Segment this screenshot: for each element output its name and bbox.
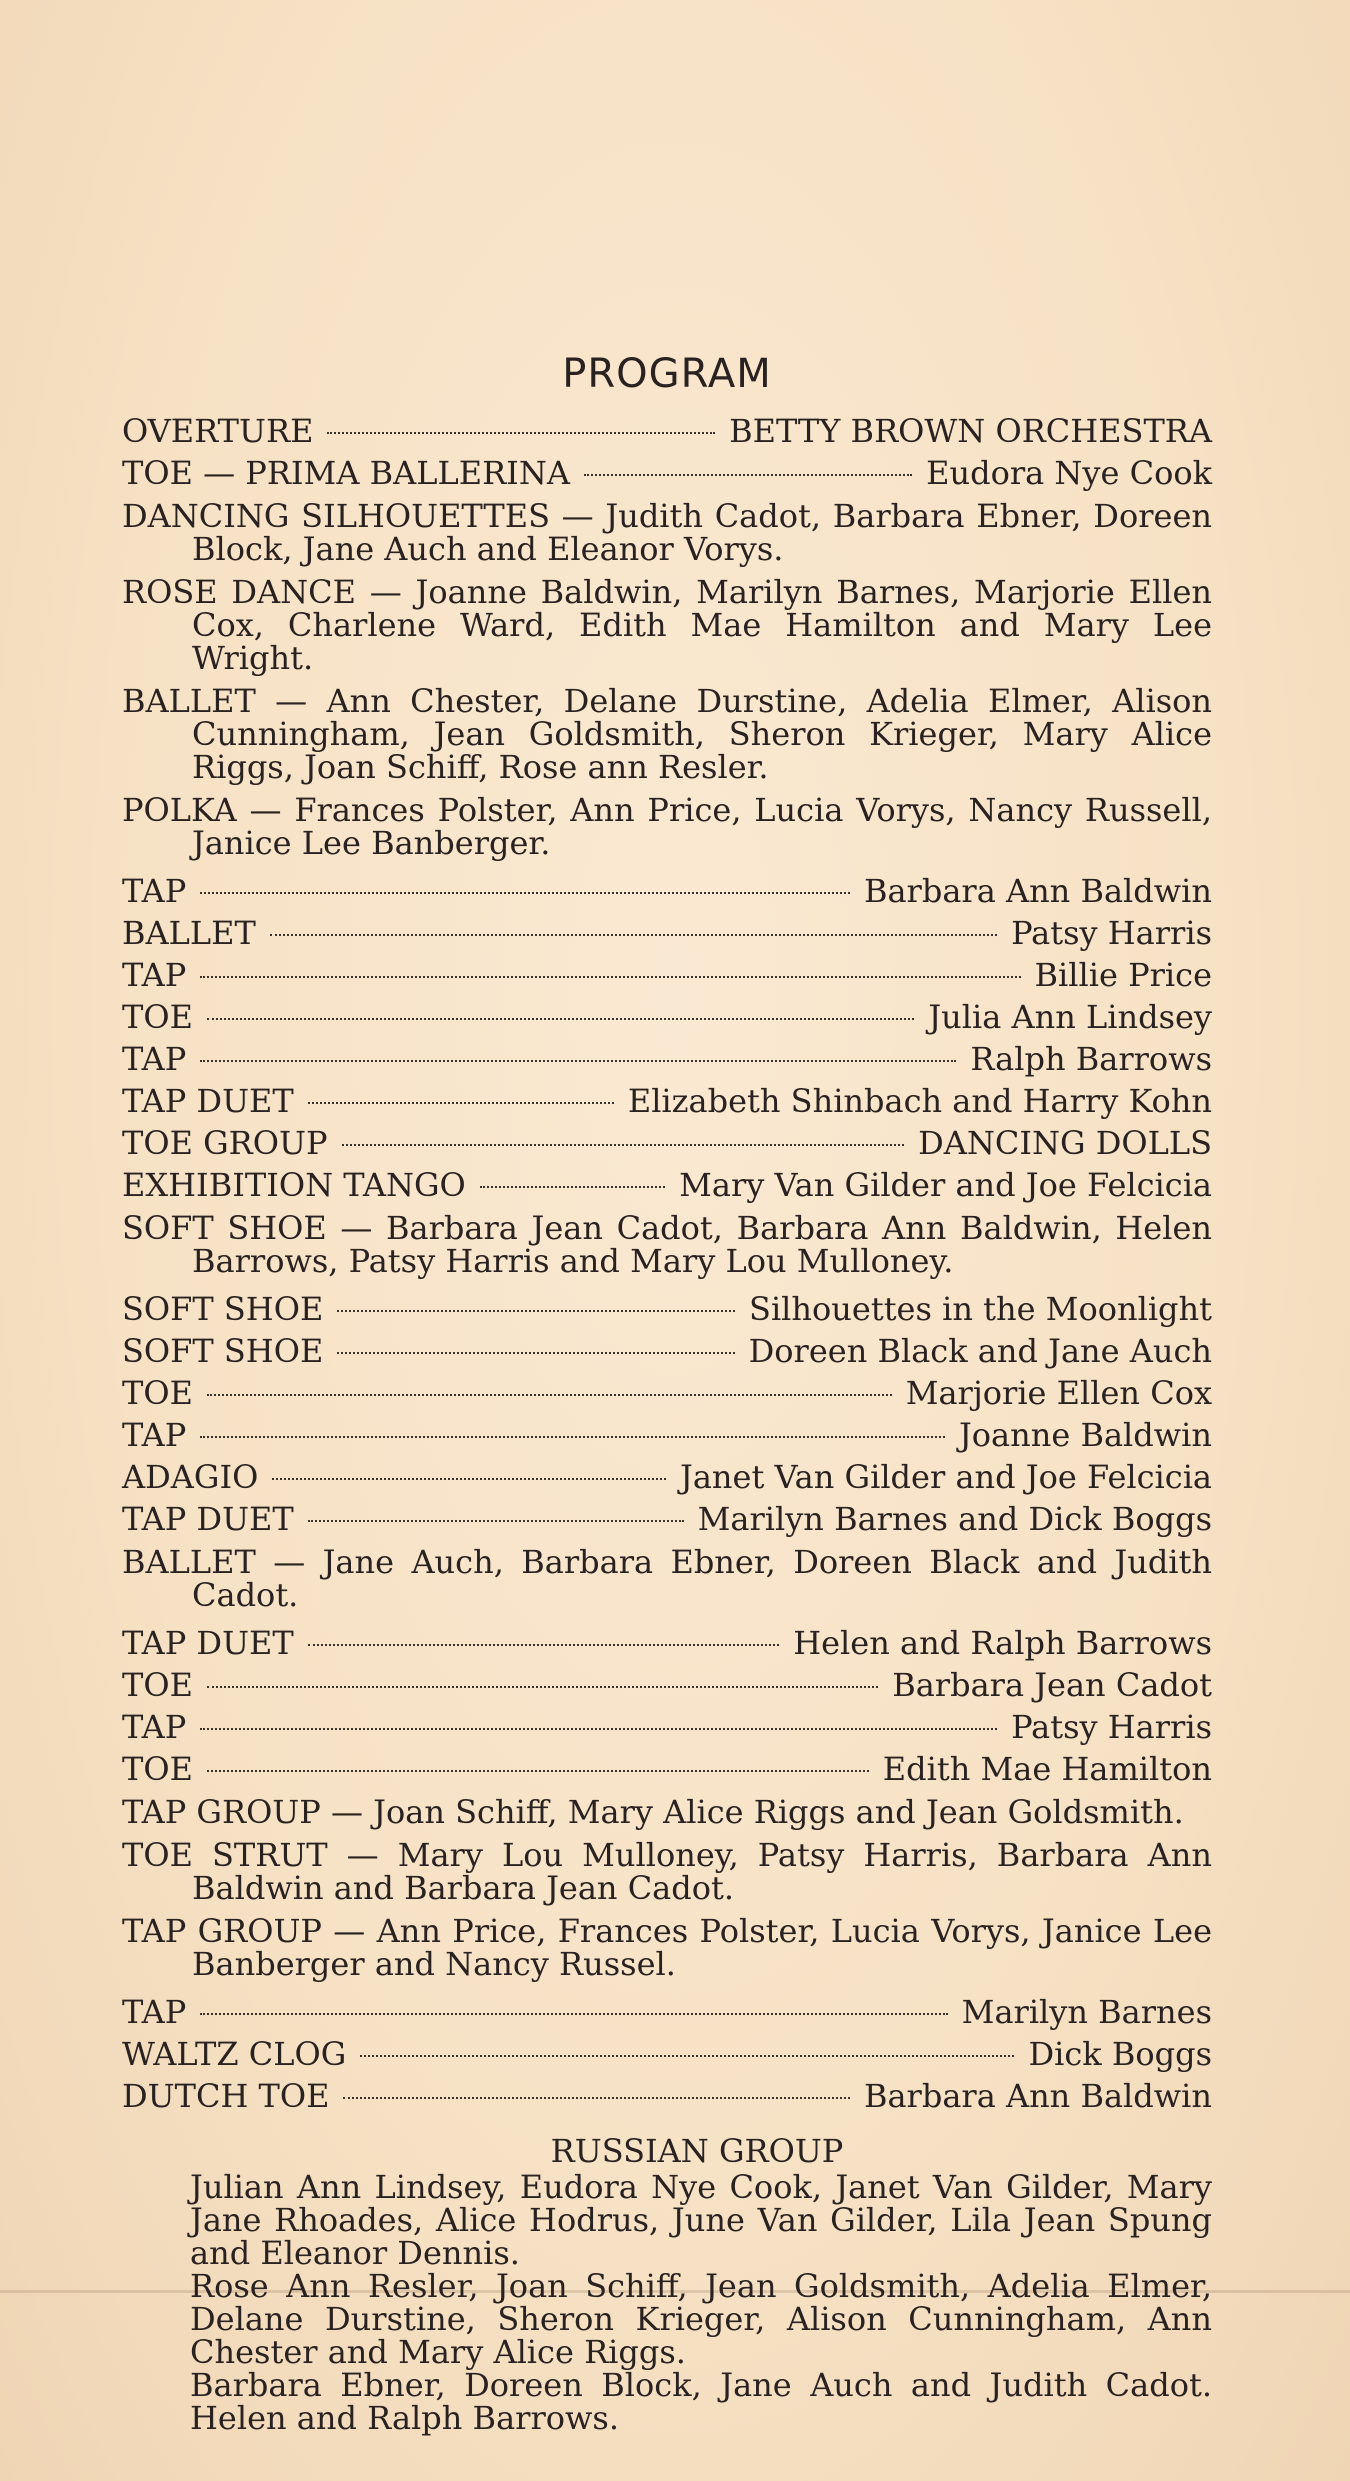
- dot-leader: [342, 1144, 905, 1146]
- act-name: TOE — PRIMA BALLERINA: [122, 454, 570, 492]
- performer-name: Marilyn Barnes and Dick Boggs: [697, 1500, 1212, 1538]
- performer-name: Helen and Ralph Barrows: [793, 1624, 1212, 1662]
- program-row: [122, 912, 1212, 954]
- program-row: [122, 1330, 1212, 1372]
- performer-name: Barbara Ann Baldwin: [863, 2077, 1212, 2115]
- dot-leader: [200, 1436, 945, 1438]
- act-name: TAP: [122, 1993, 187, 2031]
- act-name: WALTZ CLOG: [122, 2035, 347, 2073]
- performer-name: Barbara Ann Baldwin: [863, 872, 1212, 910]
- program-entries: [122, 410, 1212, 2117]
- program-row: [122, 1164, 1212, 1206]
- performer-name: BETTY BROWN ORCHESTRA: [729, 412, 1212, 450]
- act-name: BALLET: [122, 914, 256, 952]
- program-row: [122, 996, 1212, 1038]
- performer-name: Julia Ann Lindsey: [928, 998, 1212, 1036]
- act-name: TOE: [122, 998, 193, 1036]
- program-paragraph: TAP GROUP — Joan Schiff, Mary Alice Riggs and Jean Goldsmith.: [122, 1793, 1184, 1831]
- act-name: TAP DUET: [122, 1082, 294, 1120]
- dot-leader: [308, 1644, 779, 1646]
- russian-group-paragraph: Barbara Ebner, Doreen Block, Jane Auch and Judith Cadot. Helen and Ralph Barrows.: [190, 2366, 1212, 2437]
- program-paragraph: ROSE DANCE — Joanne Baldwin, Marilyn Barnes, Marjorie Ellen Cox, Charlene Ward, Edith Mae Hamilton and Mary Lee Wright.: [122, 573, 1212, 677]
- performer-name: Elizabeth Shinbach and Harry Kohn: [627, 1082, 1212, 1120]
- dot-leader: [207, 1686, 878, 1688]
- dot-leader: [200, 976, 1020, 978]
- performer-name: Doreen Black and Jane Auch: [748, 1332, 1212, 1370]
- program-row: [122, 1991, 1212, 2033]
- act-name: TOE: [122, 1750, 193, 1788]
- program-row: [122, 1414, 1212, 1456]
- dot-leader: [270, 934, 997, 936]
- dot-leader: [200, 1728, 997, 1730]
- program-paragraph: BALLET — Ann Chester, Delane Durstine, Adelia Elmer, Alison Cunningham, Jean Goldsmith, Sheron Krieger, Mary Alice Riggs, Joan Schiff, Rose ann Resler.: [122, 682, 1212, 786]
- program-row: [122, 2075, 1212, 2117]
- russian-group-paragraph: Julian Ann Lindsey, Eudora Nye Cook, Janet Van Gilder, Mary Jane Rhoades, Alice Hodrus, June Van Gilder, Lila Jean Spung and Eleanor Dennis.: [190, 2168, 1212, 2272]
- act-name: EXHIBITION TANGO: [122, 1166, 466, 1204]
- program-title: PROGRAM: [562, 351, 772, 397]
- performer-name: Barbara Jean Cadot: [892, 1666, 1212, 1704]
- program-row: [122, 1080, 1212, 1122]
- program-row: [122, 1748, 1212, 1790]
- dot-leader: [360, 2055, 1014, 2057]
- performer-name: Silhouettes in the Moonlight: [749, 1290, 1212, 1328]
- russian-group-members: [122, 2168, 1212, 2437]
- program-row: [122, 1622, 1212, 1664]
- program-row: [122, 1664, 1212, 1706]
- dot-leader: [207, 1770, 869, 1772]
- program-paragraph: TAP GROUP — Ann Price, Frances Polster, Lucia Vorys, Janice Lee Banberger and Nancy Russel.: [122, 1912, 1212, 1983]
- program-row: [122, 1288, 1212, 1330]
- program-row: [122, 1372, 1212, 1414]
- act-name: TOE: [122, 1666, 193, 1704]
- act-name: TAP: [122, 872, 187, 910]
- dot-leader: [584, 474, 912, 476]
- dot-leader: [337, 1352, 734, 1354]
- program-row: [122, 1456, 1212, 1498]
- program-paragraph: TOE STRUT — Mary Lou Mulloney, Patsy Harris, Barbara Ann Baldwin and Barbara Jean Cadot.: [122, 1836, 1212, 1907]
- dot-leader: [308, 1520, 684, 1522]
- performer-name: Joanne Baldwin: [958, 1416, 1212, 1454]
- program-row: [122, 1122, 1212, 1164]
- dot-leader: [337, 1310, 735, 1312]
- performer-name: DANCING DOLLS: [918, 1124, 1212, 1162]
- performer-name: Ralph Barrows: [970, 1040, 1212, 1078]
- program-row: [122, 870, 1212, 912]
- dot-leader: [272, 1478, 666, 1480]
- act-name: TAP: [122, 956, 187, 994]
- act-name: ADAGIO: [122, 1458, 259, 1496]
- performer-name: Marilyn Barnes: [961, 1993, 1212, 2031]
- performer-name: Dick Boggs: [1028, 2035, 1212, 2073]
- program-paragraph: BALLET — Jane Auch, Barbara Ebner, Doreen Black and Judith Cadot.: [122, 1543, 1212, 1614]
- program-paragraph: DANCING SILHOUETTES — Judith Cadot, Barbara Ebner, Doreen Block, Jane Auch and Eleanor Vorys.: [122, 497, 1212, 568]
- performer-name: Patsy Harris: [1011, 1708, 1212, 1746]
- dot-leader: [308, 1102, 614, 1104]
- russian-group-title: RUSSIAN GROUP: [550, 2132, 844, 2170]
- act-name: OVERTURE: [122, 412, 314, 450]
- program-row: [122, 1038, 1212, 1080]
- program-row: [122, 954, 1212, 996]
- act-name: SOFT SHOE: [122, 1290, 324, 1328]
- act-name: SOFT SHOE: [122, 1332, 324, 1370]
- dot-leader: [200, 2013, 947, 2015]
- act-name: TAP: [122, 1040, 187, 1078]
- performer-name: Eudora Nye Cook: [926, 454, 1212, 492]
- performer-name: Billie Price: [1034, 956, 1212, 994]
- dot-leader: [200, 892, 850, 894]
- act-name: TAP: [122, 1416, 187, 1454]
- act-name: TOE GROUP: [122, 1124, 328, 1162]
- dot-leader: [207, 1018, 914, 1020]
- performer-name: Patsy Harris: [1011, 914, 1212, 952]
- act-name: TOE: [122, 1374, 193, 1412]
- act-name: TAP: [122, 1708, 187, 1746]
- performer-name: Janet Van Gilder and Joe Felcicia: [680, 1458, 1212, 1496]
- program-row: [122, 2033, 1212, 2075]
- program-row: [122, 410, 1212, 452]
- program-row: [122, 452, 1212, 494]
- dot-leader: [480, 1186, 665, 1188]
- act-name: TAP DUET: [122, 1500, 294, 1538]
- dot-leader: [207, 1394, 892, 1396]
- program-row: [122, 1498, 1212, 1540]
- russian-group-paragraph: Rose Ann Resler, Joan Schiff, Jean Goldsmith, Adelia Elmer, Delane Durstine, Sheron Krieger, Alison Cunningham, Ann Chester and Mary Alice Riggs.: [190, 2267, 1212, 2371]
- performer-name: Marjorie Ellen Cox: [905, 1374, 1212, 1412]
- program-row: [122, 1706, 1212, 1748]
- program-content: [122, 348, 1212, 2435]
- performer-name: Mary Van Gilder and Joe Felcicia: [679, 1166, 1212, 1204]
- act-name: DUTCH TOE: [122, 2077, 330, 2115]
- performer-name: Edith Mae Hamilton: [882, 1750, 1212, 1788]
- dot-leader: [343, 2097, 849, 2099]
- program-paragraph: SOFT SHOE — Barbara Jean Cadot, Barbara Ann Baldwin, Helen Barrows, Patsy Harris and Mary Lou Mulloney.: [122, 1209, 1212, 1280]
- program-paragraph: POLKA — Frances Polster, Ann Price, Lucia Vorys, Nancy Russell, Janice Lee Banberger.: [122, 791, 1212, 862]
- dot-leader: [327, 432, 715, 434]
- act-name: TAP DUET: [122, 1624, 294, 1662]
- dot-leader: [200, 1060, 956, 1062]
